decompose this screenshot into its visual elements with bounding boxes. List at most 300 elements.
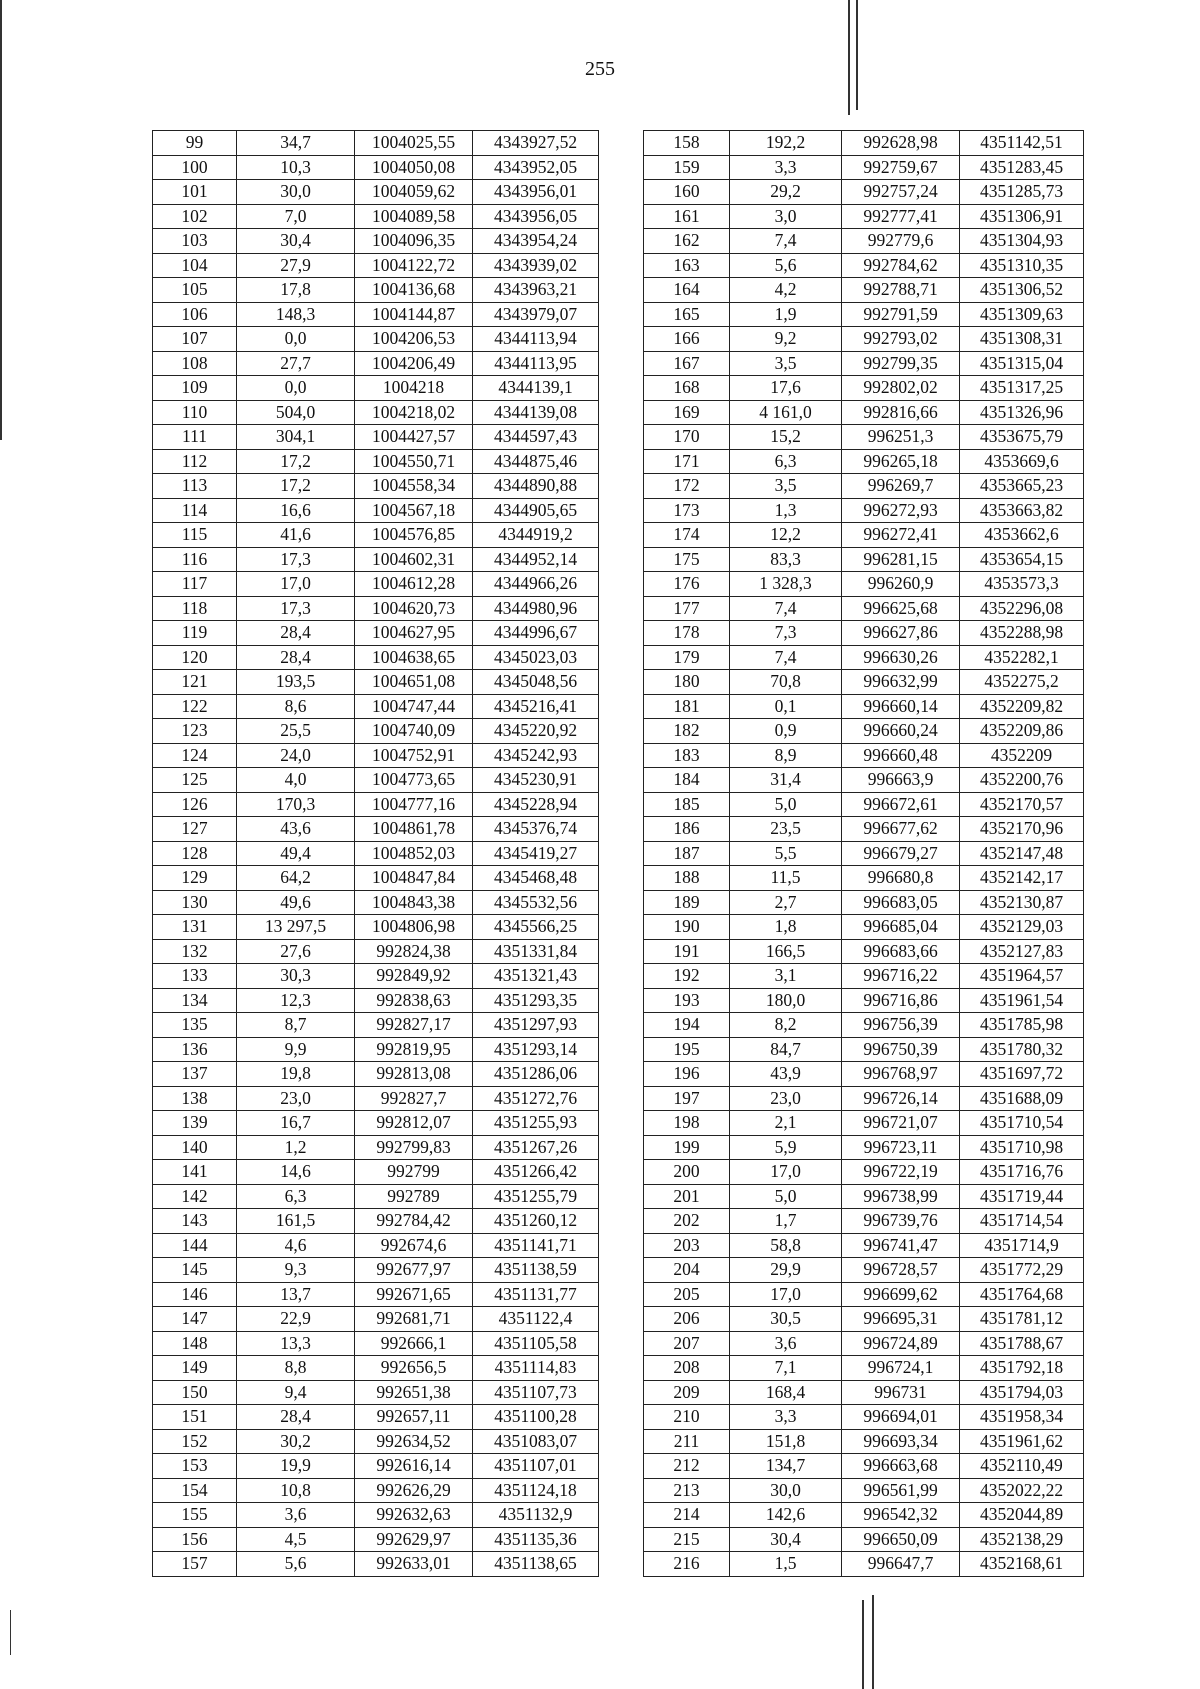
x-coordinate-cell: 1004576,85 bbox=[355, 523, 473, 548]
table-row bbox=[153, 1135, 599, 1160]
distance-cell: 4,0 bbox=[237, 768, 355, 793]
y-coordinate-cell: 4351306,52 bbox=[960, 278, 1084, 303]
table-row bbox=[153, 523, 599, 548]
table-row bbox=[153, 1233, 599, 1258]
point-number-cell: 147 bbox=[153, 1307, 237, 1332]
x-coordinate-cell: 992677,97 bbox=[355, 1258, 473, 1283]
point-number-cell: 203 bbox=[644, 1233, 730, 1258]
distance-cell: 4,5 bbox=[237, 1527, 355, 1552]
y-coordinate-cell: 4345023,03 bbox=[473, 645, 599, 670]
distance-cell: 19,9 bbox=[237, 1454, 355, 1479]
y-coordinate-cell: 4343956,05 bbox=[473, 204, 599, 229]
y-coordinate-cell: 4351105,58 bbox=[473, 1331, 599, 1356]
distance-cell: 6,3 bbox=[730, 449, 842, 474]
distance-cell: 30,2 bbox=[237, 1429, 355, 1454]
y-coordinate-cell: 4351688,09 bbox=[960, 1086, 1084, 1111]
x-coordinate-cell: 996683,66 bbox=[842, 939, 960, 964]
y-coordinate-cell: 4351781,12 bbox=[960, 1307, 1084, 1332]
x-coordinate-cell: 996660,24 bbox=[842, 719, 960, 744]
point-number-cell: 152 bbox=[153, 1429, 237, 1454]
point-number-cell: 206 bbox=[644, 1307, 730, 1332]
distance-cell: 168,4 bbox=[730, 1380, 842, 1405]
x-coordinate-cell: 992827,17 bbox=[355, 1013, 473, 1038]
table-row bbox=[153, 1062, 599, 1087]
x-coordinate-cell: 996650,09 bbox=[842, 1527, 960, 1552]
table-row bbox=[644, 1478, 1084, 1503]
point-number-cell: 142 bbox=[153, 1184, 237, 1209]
y-coordinate-cell: 4351315,04 bbox=[960, 351, 1084, 376]
point-number-cell: 183 bbox=[644, 743, 730, 768]
x-coordinate-cell: 992634,52 bbox=[355, 1429, 473, 1454]
distance-cell: 5,9 bbox=[730, 1135, 842, 1160]
distance-cell: 30,0 bbox=[237, 180, 355, 205]
distance-cell: 3,6 bbox=[237, 1503, 355, 1528]
point-number-cell: 129 bbox=[153, 866, 237, 891]
x-coordinate-cell: 996695,31 bbox=[842, 1307, 960, 1332]
table-row bbox=[153, 792, 599, 817]
point-number-cell: 184 bbox=[644, 768, 730, 793]
table-row bbox=[153, 131, 599, 156]
table-row bbox=[153, 866, 599, 891]
y-coordinate-cell: 4351138,59 bbox=[473, 1258, 599, 1283]
point-number-cell: 131 bbox=[153, 915, 237, 940]
point-number-cell: 169 bbox=[644, 400, 730, 425]
point-number-cell: 118 bbox=[153, 596, 237, 621]
distance-cell: 8,8 bbox=[237, 1356, 355, 1381]
table-row bbox=[644, 939, 1084, 964]
point-number-cell: 195 bbox=[644, 1037, 730, 1062]
y-coordinate-cell: 4353662,6 bbox=[960, 523, 1084, 548]
distance-cell: 4,2 bbox=[730, 278, 842, 303]
point-number-cell: 210 bbox=[644, 1405, 730, 1430]
point-number-cell: 132 bbox=[153, 939, 237, 964]
distance-cell: 43,9 bbox=[730, 1062, 842, 1087]
distance-cell: 148,3 bbox=[237, 302, 355, 327]
x-coordinate-cell: 1004025,55 bbox=[355, 131, 473, 156]
point-number-cell: 150 bbox=[153, 1380, 237, 1405]
y-coordinate-cell: 4351286,06 bbox=[473, 1062, 599, 1087]
x-coordinate-cell: 996647,7 bbox=[842, 1552, 960, 1577]
table-row bbox=[153, 229, 599, 254]
distance-cell: 7,3 bbox=[730, 621, 842, 646]
table-row bbox=[153, 278, 599, 303]
distance-cell: 58,8 bbox=[730, 1233, 842, 1258]
y-coordinate-cell: 4352142,17 bbox=[960, 866, 1084, 891]
point-number-cell: 182 bbox=[644, 719, 730, 744]
distance-cell: 1,9 bbox=[730, 302, 842, 327]
distance-cell: 17,0 bbox=[730, 1160, 842, 1185]
x-coordinate-cell: 996726,14 bbox=[842, 1086, 960, 1111]
distance-cell: 151,8 bbox=[730, 1429, 842, 1454]
point-number-cell: 153 bbox=[153, 1454, 237, 1479]
table-row bbox=[644, 890, 1084, 915]
table-row bbox=[153, 939, 599, 964]
distance-cell: 192,2 bbox=[730, 131, 842, 156]
point-number-cell: 120 bbox=[153, 645, 237, 670]
table-row bbox=[153, 1086, 599, 1111]
distance-cell: 17,3 bbox=[237, 547, 355, 572]
point-number-cell: 126 bbox=[153, 792, 237, 817]
y-coordinate-cell: 4351107,01 bbox=[473, 1454, 599, 1479]
point-number-cell: 173 bbox=[644, 498, 730, 523]
table-row bbox=[153, 621, 599, 646]
table-row bbox=[153, 1184, 599, 1209]
x-coordinate-cell: 996679,27 bbox=[842, 841, 960, 866]
point-number-cell: 109 bbox=[153, 376, 237, 401]
x-coordinate-cell: 996683,05 bbox=[842, 890, 960, 915]
table-row bbox=[644, 1331, 1084, 1356]
y-coordinate-cell: 4352110,49 bbox=[960, 1454, 1084, 1479]
distance-cell: 3,3 bbox=[730, 1405, 842, 1430]
x-coordinate-cell: 996660,14 bbox=[842, 694, 960, 719]
table-row bbox=[644, 523, 1084, 548]
point-number-cell: 197 bbox=[644, 1086, 730, 1111]
x-coordinate-cell: 996738,99 bbox=[842, 1184, 960, 1209]
point-number-cell: 149 bbox=[153, 1356, 237, 1381]
table-row bbox=[153, 572, 599, 597]
table-row bbox=[153, 547, 599, 572]
distance-cell: 5,0 bbox=[730, 1184, 842, 1209]
point-number-cell: 162 bbox=[644, 229, 730, 254]
distance-cell: 1,5 bbox=[730, 1552, 842, 1577]
distance-cell: 27,9 bbox=[237, 253, 355, 278]
table-row bbox=[153, 890, 599, 915]
table-row bbox=[644, 204, 1084, 229]
x-coordinate-cell: 1004777,16 bbox=[355, 792, 473, 817]
distance-cell: 13 297,5 bbox=[237, 915, 355, 940]
y-coordinate-cell: 4345230,91 bbox=[473, 768, 599, 793]
y-coordinate-cell: 4351141,71 bbox=[473, 1233, 599, 1258]
table-row bbox=[153, 596, 599, 621]
x-coordinate-cell: 1004620,73 bbox=[355, 596, 473, 621]
distance-cell: 4,6 bbox=[237, 1233, 355, 1258]
y-coordinate-cell: 4351293,35 bbox=[473, 988, 599, 1013]
x-coordinate-cell: 992616,14 bbox=[355, 1454, 473, 1479]
y-coordinate-cell: 4351297,93 bbox=[473, 1013, 599, 1038]
x-coordinate-cell: 992666,1 bbox=[355, 1331, 473, 1356]
table-row bbox=[153, 1356, 599, 1381]
table-row bbox=[153, 1111, 599, 1136]
y-coordinate-cell: 4352138,29 bbox=[960, 1527, 1084, 1552]
y-coordinate-cell: 4351958,34 bbox=[960, 1405, 1084, 1430]
y-coordinate-cell: 4352170,96 bbox=[960, 817, 1084, 842]
distance-cell: 7,1 bbox=[730, 1356, 842, 1381]
y-coordinate-cell: 4351255,79 bbox=[473, 1184, 599, 1209]
point-number-cell: 111 bbox=[153, 425, 237, 450]
table-row bbox=[644, 1258, 1084, 1283]
table-row bbox=[153, 327, 599, 352]
y-coordinate-cell: 4352209,86 bbox=[960, 719, 1084, 744]
point-number-cell: 141 bbox=[153, 1160, 237, 1185]
point-number-cell: 214 bbox=[644, 1503, 730, 1528]
x-coordinate-cell: 1004089,58 bbox=[355, 204, 473, 229]
distance-cell: 84,7 bbox=[730, 1037, 842, 1062]
table-row bbox=[153, 1209, 599, 1234]
distance-cell: 504,0 bbox=[237, 400, 355, 425]
x-coordinate-cell: 1004218 bbox=[355, 376, 473, 401]
table-row bbox=[153, 1552, 599, 1577]
point-number-cell: 144 bbox=[153, 1233, 237, 1258]
y-coordinate-cell: 4344980,96 bbox=[473, 596, 599, 621]
x-coordinate-cell: 1004558,34 bbox=[355, 474, 473, 499]
point-number-cell: 213 bbox=[644, 1478, 730, 1503]
x-coordinate-cell: 1004627,95 bbox=[355, 621, 473, 646]
distance-cell: 3,0 bbox=[730, 204, 842, 229]
distance-cell: 29,9 bbox=[730, 1258, 842, 1283]
y-coordinate-cell: 4345419,27 bbox=[473, 841, 599, 866]
distance-cell: 7,4 bbox=[730, 645, 842, 670]
y-coordinate-cell: 4345228,94 bbox=[473, 792, 599, 817]
table-row bbox=[644, 743, 1084, 768]
point-number-cell: 207 bbox=[644, 1331, 730, 1356]
y-coordinate-cell: 4353675,79 bbox=[960, 425, 1084, 450]
table-row bbox=[153, 1454, 599, 1479]
distance-cell: 161,5 bbox=[237, 1209, 355, 1234]
y-coordinate-cell: 4344139,1 bbox=[473, 376, 599, 401]
point-number-cell: 128 bbox=[153, 841, 237, 866]
table-row bbox=[644, 1184, 1084, 1209]
x-coordinate-cell: 1004773,65 bbox=[355, 768, 473, 793]
y-coordinate-cell: 4351794,03 bbox=[960, 1380, 1084, 1405]
table-row bbox=[644, 449, 1084, 474]
point-number-cell: 115 bbox=[153, 523, 237, 548]
point-number-cell: 212 bbox=[644, 1454, 730, 1479]
y-coordinate-cell: 4351788,67 bbox=[960, 1331, 1084, 1356]
point-number-cell: 201 bbox=[644, 1184, 730, 1209]
x-coordinate-cell: 996663,9 bbox=[842, 768, 960, 793]
x-coordinate-cell: 992799,35 bbox=[842, 351, 960, 376]
distance-cell: 11,5 bbox=[730, 866, 842, 891]
x-coordinate-cell: 996680,8 bbox=[842, 866, 960, 891]
y-coordinate-cell: 4351764,68 bbox=[960, 1282, 1084, 1307]
point-number-cell: 178 bbox=[644, 621, 730, 646]
point-number-cell: 102 bbox=[153, 204, 237, 229]
y-coordinate-cell: 4351719,44 bbox=[960, 1184, 1084, 1209]
distance-cell: 17,3 bbox=[237, 596, 355, 621]
point-number-cell: 185 bbox=[644, 792, 730, 817]
y-coordinate-cell: 4351714,9 bbox=[960, 1233, 1084, 1258]
x-coordinate-cell: 1004602,31 bbox=[355, 547, 473, 572]
distance-cell: 13,7 bbox=[237, 1282, 355, 1307]
x-coordinate-cell: 1004843,38 bbox=[355, 890, 473, 915]
point-number-cell: 168 bbox=[644, 376, 730, 401]
point-number-cell: 205 bbox=[644, 1282, 730, 1307]
distance-cell: 16,6 bbox=[237, 498, 355, 523]
table-row bbox=[644, 1086, 1084, 1111]
binding-line bbox=[862, 1600, 864, 1689]
table-row bbox=[153, 1258, 599, 1283]
point-number-cell: 108 bbox=[153, 351, 237, 376]
distance-cell: 12,2 bbox=[730, 523, 842, 548]
point-number-cell: 172 bbox=[644, 474, 730, 499]
x-coordinate-cell: 992626,29 bbox=[355, 1478, 473, 1503]
y-coordinate-cell: 4345468,48 bbox=[473, 866, 599, 891]
y-coordinate-cell: 4351107,73 bbox=[473, 1380, 599, 1405]
point-number-cell: 105 bbox=[153, 278, 237, 303]
x-coordinate-cell: 992651,38 bbox=[355, 1380, 473, 1405]
point-number-cell: 117 bbox=[153, 572, 237, 597]
point-number-cell: 181 bbox=[644, 694, 730, 719]
table-row bbox=[644, 915, 1084, 940]
distance-cell: 304,1 bbox=[237, 425, 355, 450]
x-coordinate-cell: 1004206,49 bbox=[355, 351, 473, 376]
point-number-cell: 170 bbox=[644, 425, 730, 450]
distance-cell: 0,0 bbox=[237, 327, 355, 352]
x-coordinate-cell: 1004206,53 bbox=[355, 327, 473, 352]
point-number-cell: 134 bbox=[153, 988, 237, 1013]
point-number-cell: 196 bbox=[644, 1062, 730, 1087]
distance-cell: 142,6 bbox=[730, 1503, 842, 1528]
y-coordinate-cell: 4345566,25 bbox=[473, 915, 599, 940]
distance-cell: 31,4 bbox=[730, 768, 842, 793]
y-coordinate-cell: 4351710,98 bbox=[960, 1135, 1084, 1160]
table-row bbox=[644, 964, 1084, 989]
distance-cell: 19,8 bbox=[237, 1062, 355, 1087]
y-coordinate-cell: 4351716,76 bbox=[960, 1160, 1084, 1185]
distance-cell: 28,4 bbox=[237, 621, 355, 646]
x-coordinate-cell: 1004612,28 bbox=[355, 572, 473, 597]
distance-cell: 7,0 bbox=[237, 204, 355, 229]
point-number-cell: 192 bbox=[644, 964, 730, 989]
table-row bbox=[644, 719, 1084, 744]
x-coordinate-cell: 996750,39 bbox=[842, 1037, 960, 1062]
x-coordinate-cell: 1004852,03 bbox=[355, 841, 473, 866]
coordinates-table-right bbox=[643, 130, 1084, 1577]
x-coordinate-cell: 996260,9 bbox=[842, 572, 960, 597]
y-coordinate-cell: 4353654,15 bbox=[960, 547, 1084, 572]
x-coordinate-cell: 1004806,98 bbox=[355, 915, 473, 940]
table-row bbox=[644, 278, 1084, 303]
table-row bbox=[644, 670, 1084, 695]
x-coordinate-cell: 996630,26 bbox=[842, 645, 960, 670]
point-number-cell: 175 bbox=[644, 547, 730, 572]
table-row bbox=[153, 180, 599, 205]
x-coordinate-cell: 992789 bbox=[355, 1184, 473, 1209]
y-coordinate-cell: 4343939,02 bbox=[473, 253, 599, 278]
distance-cell: 193,5 bbox=[237, 670, 355, 695]
x-coordinate-cell: 992827,7 bbox=[355, 1086, 473, 1111]
point-number-cell: 160 bbox=[644, 180, 730, 205]
point-number-cell: 163 bbox=[644, 253, 730, 278]
x-coordinate-cell: 996724,89 bbox=[842, 1331, 960, 1356]
distance-cell: 5,0 bbox=[730, 792, 842, 817]
x-coordinate-cell: 1004638,65 bbox=[355, 645, 473, 670]
y-coordinate-cell: 4352296,08 bbox=[960, 596, 1084, 621]
table-row bbox=[644, 327, 1084, 352]
point-number-cell: 189 bbox=[644, 890, 730, 915]
table-row bbox=[644, 572, 1084, 597]
y-coordinate-cell: 4352022,22 bbox=[960, 1478, 1084, 1503]
point-number-cell: 179 bbox=[644, 645, 730, 670]
distance-cell: 8,7 bbox=[237, 1013, 355, 1038]
distance-cell: 83,3 bbox=[730, 547, 842, 572]
x-coordinate-cell: 996269,7 bbox=[842, 474, 960, 499]
table-row bbox=[153, 449, 599, 474]
point-number-cell: 186 bbox=[644, 817, 730, 842]
distance-cell: 0,0 bbox=[237, 376, 355, 401]
table-row bbox=[153, 498, 599, 523]
y-coordinate-cell: 4351293,14 bbox=[473, 1037, 599, 1062]
x-coordinate-cell: 992681,71 bbox=[355, 1307, 473, 1332]
y-coordinate-cell: 4344597,43 bbox=[473, 425, 599, 450]
table-row bbox=[644, 596, 1084, 621]
point-number-cell: 200 bbox=[644, 1160, 730, 1185]
x-coordinate-cell: 1004847,84 bbox=[355, 866, 473, 891]
table-row bbox=[153, 253, 599, 278]
table-row bbox=[644, 376, 1084, 401]
x-coordinate-cell: 992784,42 bbox=[355, 1209, 473, 1234]
point-number-cell: 116 bbox=[153, 547, 237, 572]
point-number-cell: 125 bbox=[153, 768, 237, 793]
table-row bbox=[644, 1233, 1084, 1258]
y-coordinate-cell: 4352130,87 bbox=[960, 890, 1084, 915]
table-row bbox=[644, 694, 1084, 719]
y-coordinate-cell: 4351122,4 bbox=[473, 1307, 599, 1332]
y-coordinate-cell: 4343954,24 bbox=[473, 229, 599, 254]
distance-cell: 170,3 bbox=[237, 792, 355, 817]
y-coordinate-cell: 4351780,32 bbox=[960, 1037, 1084, 1062]
x-coordinate-cell: 992799 bbox=[355, 1160, 473, 1185]
y-coordinate-cell: 4351124,18 bbox=[473, 1478, 599, 1503]
y-coordinate-cell: 4344139,08 bbox=[473, 400, 599, 425]
table-row bbox=[644, 768, 1084, 793]
x-coordinate-cell: 996716,22 bbox=[842, 964, 960, 989]
left-edge-line bbox=[10, 1610, 11, 1655]
distance-cell: 24,0 bbox=[237, 743, 355, 768]
table-row bbox=[644, 400, 1084, 425]
y-coordinate-cell: 4351772,29 bbox=[960, 1258, 1084, 1283]
x-coordinate-cell: 1004122,72 bbox=[355, 253, 473, 278]
table-row bbox=[644, 1111, 1084, 1136]
point-number-cell: 145 bbox=[153, 1258, 237, 1283]
y-coordinate-cell: 4344890,88 bbox=[473, 474, 599, 499]
point-number-cell: 208 bbox=[644, 1356, 730, 1381]
y-coordinate-cell: 4351132,9 bbox=[473, 1503, 599, 1528]
distance-cell: 3,3 bbox=[730, 155, 842, 180]
y-coordinate-cell: 4352127,83 bbox=[960, 939, 1084, 964]
point-number-cell: 143 bbox=[153, 1209, 237, 1234]
point-number-cell: 199 bbox=[644, 1135, 730, 1160]
table-row bbox=[153, 1380, 599, 1405]
x-coordinate-cell: 996542,32 bbox=[842, 1503, 960, 1528]
table-row bbox=[153, 1429, 599, 1454]
point-number-cell: 188 bbox=[644, 866, 730, 891]
y-coordinate-cell: 4352282,1 bbox=[960, 645, 1084, 670]
y-coordinate-cell: 4344875,46 bbox=[473, 449, 599, 474]
distance-cell: 5,5 bbox=[730, 841, 842, 866]
distance-cell: 17,2 bbox=[237, 449, 355, 474]
table-row bbox=[644, 817, 1084, 842]
y-coordinate-cell: 4351710,54 bbox=[960, 1111, 1084, 1136]
point-number-cell: 106 bbox=[153, 302, 237, 327]
y-coordinate-cell: 4351135,36 bbox=[473, 1527, 599, 1552]
x-coordinate-cell: 996694,01 bbox=[842, 1405, 960, 1430]
point-number-cell: 202 bbox=[644, 1209, 730, 1234]
distance-cell: 1,8 bbox=[730, 915, 842, 940]
distance-cell: 13,3 bbox=[237, 1331, 355, 1356]
page-number: 255 bbox=[585, 58, 615, 80]
x-coordinate-cell: 996741,47 bbox=[842, 1233, 960, 1258]
point-number-cell: 151 bbox=[153, 1405, 237, 1430]
y-coordinate-cell: 4351697,72 bbox=[960, 1062, 1084, 1087]
table-row bbox=[644, 1135, 1084, 1160]
distance-cell: 49,6 bbox=[237, 890, 355, 915]
point-number-cell: 161 bbox=[644, 204, 730, 229]
distance-cell: 1 328,3 bbox=[730, 572, 842, 597]
distance-cell: 17,0 bbox=[730, 1282, 842, 1307]
binding-line bbox=[848, 0, 850, 115]
table-row bbox=[153, 1013, 599, 1038]
